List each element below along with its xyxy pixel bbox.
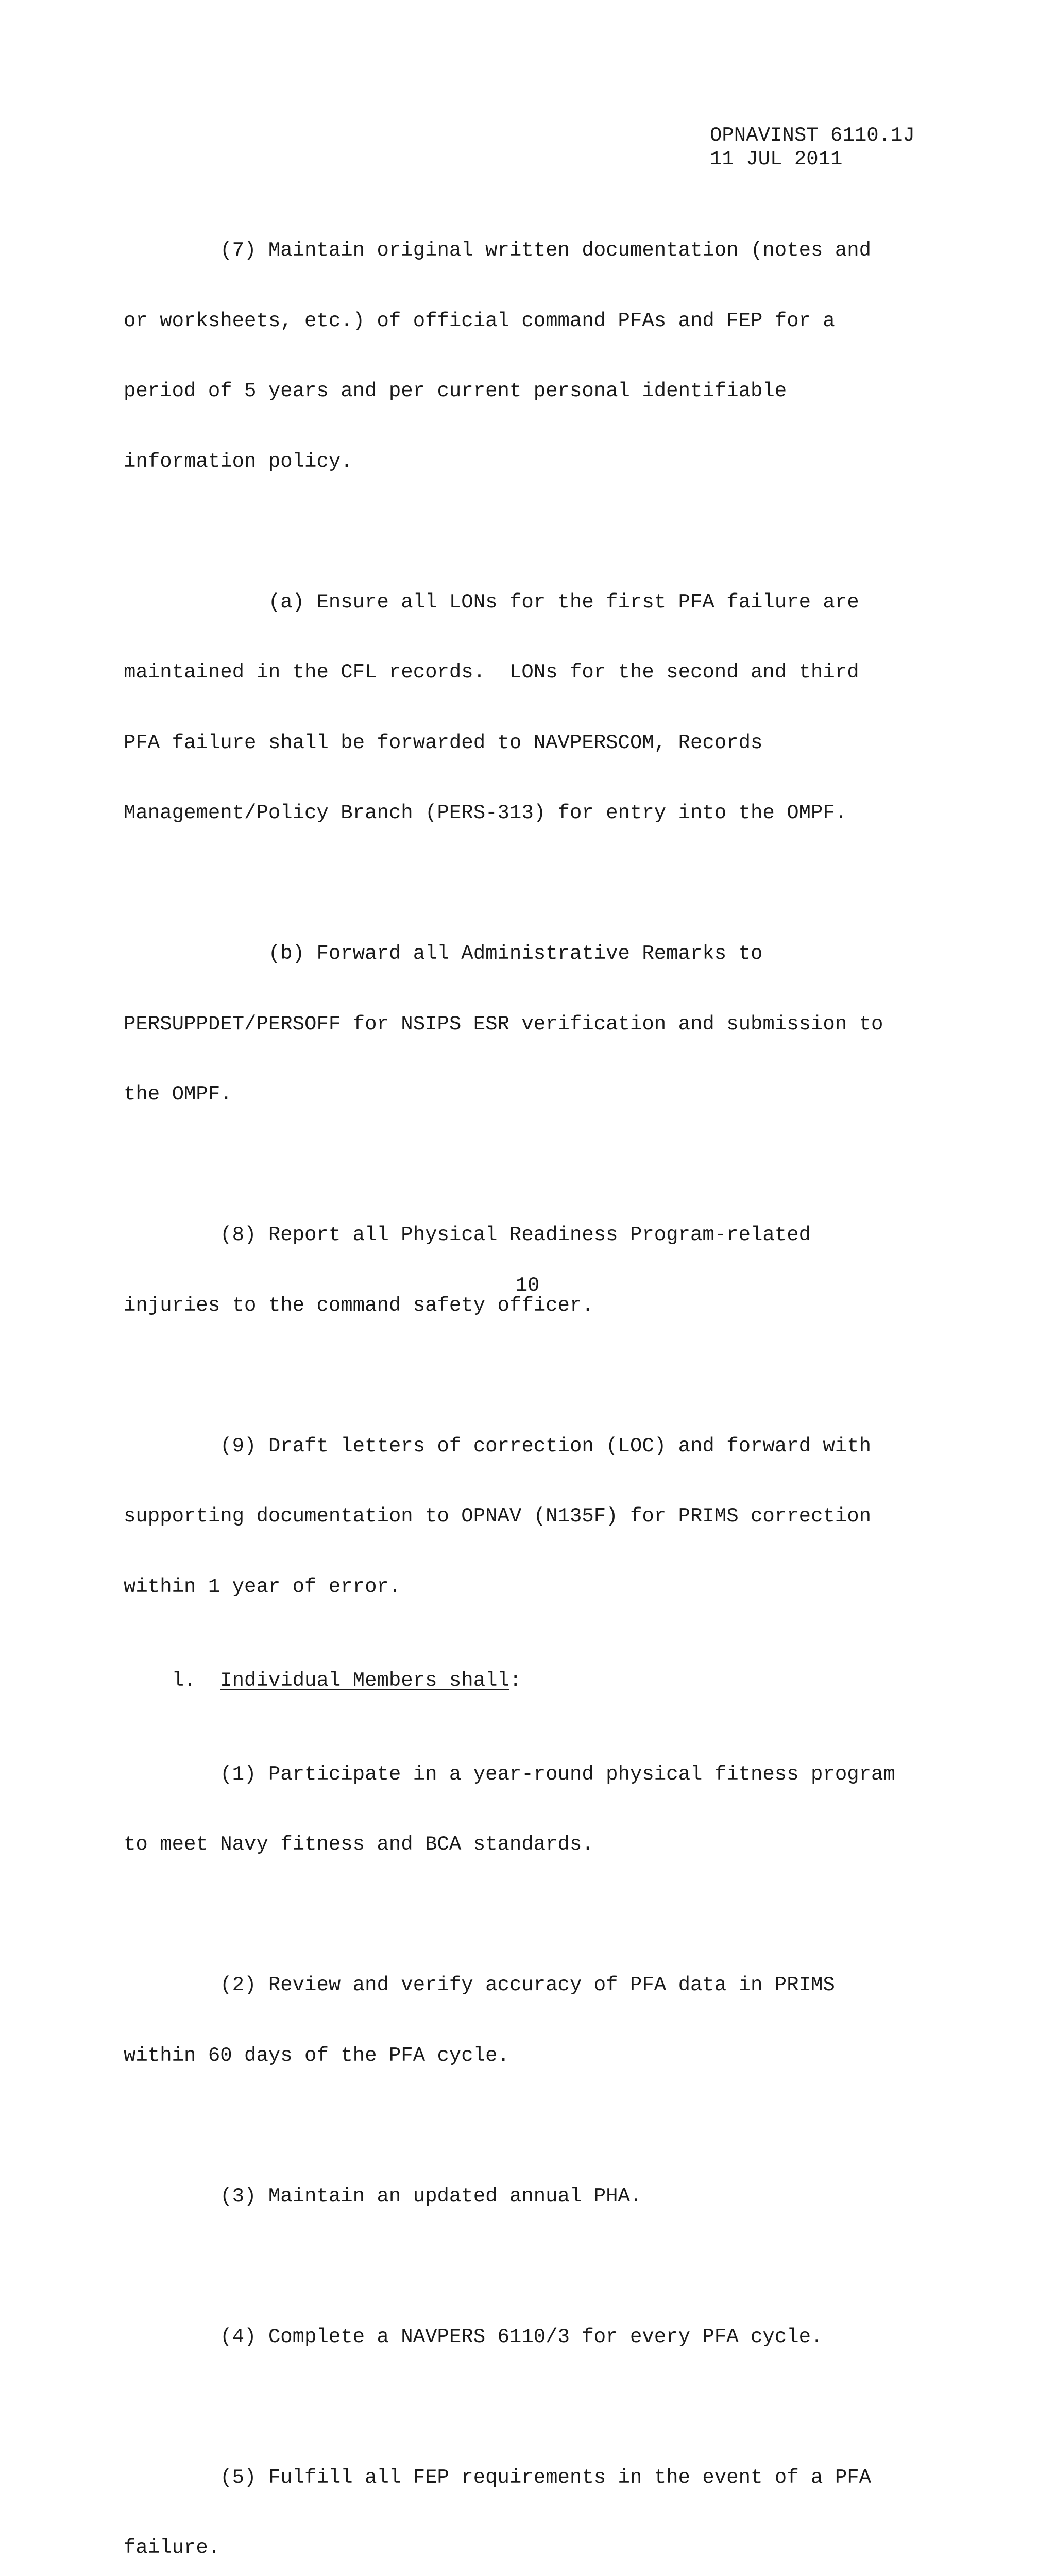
text-line: (5) Fulfill all FEP requirements in the event of a PFA (124, 2466, 958, 2490)
paragraph-7 (124, 192, 958, 520)
text-line: or worksheets, etc.) of official command PFAs and FEP for a (124, 310, 958, 333)
text-line: (7) Maintain original written documentation (notes and (124, 239, 958, 263)
document-header (710, 124, 915, 171)
text-line: (3) Maintain an updated annual PHA. (124, 2185, 958, 2209)
section-l-colon: : (509, 1669, 521, 1692)
page-number: 10 (0, 1274, 1055, 1297)
text-line: PFA failure shall be forwarded to NAVPERSCOM, Records (124, 732, 958, 755)
text-line: (a) Ensure all LONs for the first PFA failure are (124, 591, 958, 615)
paragraph-l3 (124, 2138, 958, 2256)
text-line: the OMPF. (124, 1083, 958, 1107)
section-l-heading (124, 1669, 958, 1693)
paragraph-9 (124, 1388, 958, 1646)
text-line: maintained in the CFL records. LONs for the second and third (124, 661, 958, 685)
paragraph-7b (124, 895, 958, 1154)
text-line: (8) Report all Physical Readiness Program-related (124, 1224, 958, 1247)
text-line: period of 5 years and per current personal identifiable (124, 380, 958, 403)
text-line: to meet Navy fitness and BCA standards. (124, 1833, 958, 1857)
text-line: (9) Draft letters of correction (LOC) and forward with (124, 1435, 958, 1459)
text-line: (1) Participate in a year-round physical fitness program (124, 1763, 958, 1787)
paragraph-8 (124, 1177, 958, 1364)
text-line: (2) Review and verify accuracy of PFA data in PRIMS (124, 1974, 958, 1997)
text-line: Management/Policy Branch (PERS-313) for entry into the OMPF. (124, 802, 958, 825)
text-line: injuries to the command safety officer. (124, 1294, 958, 1318)
paragraph-l1 (124, 1716, 958, 1904)
document-date: 11 JUL 2011 (710, 147, 915, 171)
paragraph-l4 (124, 2279, 958, 2396)
text-line: within 1 year of error. (124, 1575, 958, 1599)
text-line: (4) Complete a NAVPERS 6110/3 for every PFA cycle. (124, 2326, 958, 2349)
text-line: information policy. (124, 450, 958, 474)
text-line: within 60 days of the PFA cycle. (124, 2044, 958, 2068)
section-l-number: l. (124, 1669, 220, 1692)
paragraph-l5 (124, 2419, 958, 2576)
document-body (124, 192, 958, 2576)
document-id: OPNAVINST 6110.1J (710, 124, 915, 147)
paragraph-l2 (124, 1927, 958, 2114)
text-line: (b) Forward all Administrative Remarks to (124, 942, 958, 966)
paragraph-7a (124, 544, 958, 872)
text-line: failure. (124, 2536, 958, 2560)
text-line: PERSUPPDET/PERSOFF for NSIPS ESR verification and submission to (124, 1013, 958, 1037)
section-l-title: Individual Members shall (220, 1669, 509, 1692)
text-line: supporting documentation to OPNAV (N135F) for PRIMS correction (124, 1505, 958, 1529)
